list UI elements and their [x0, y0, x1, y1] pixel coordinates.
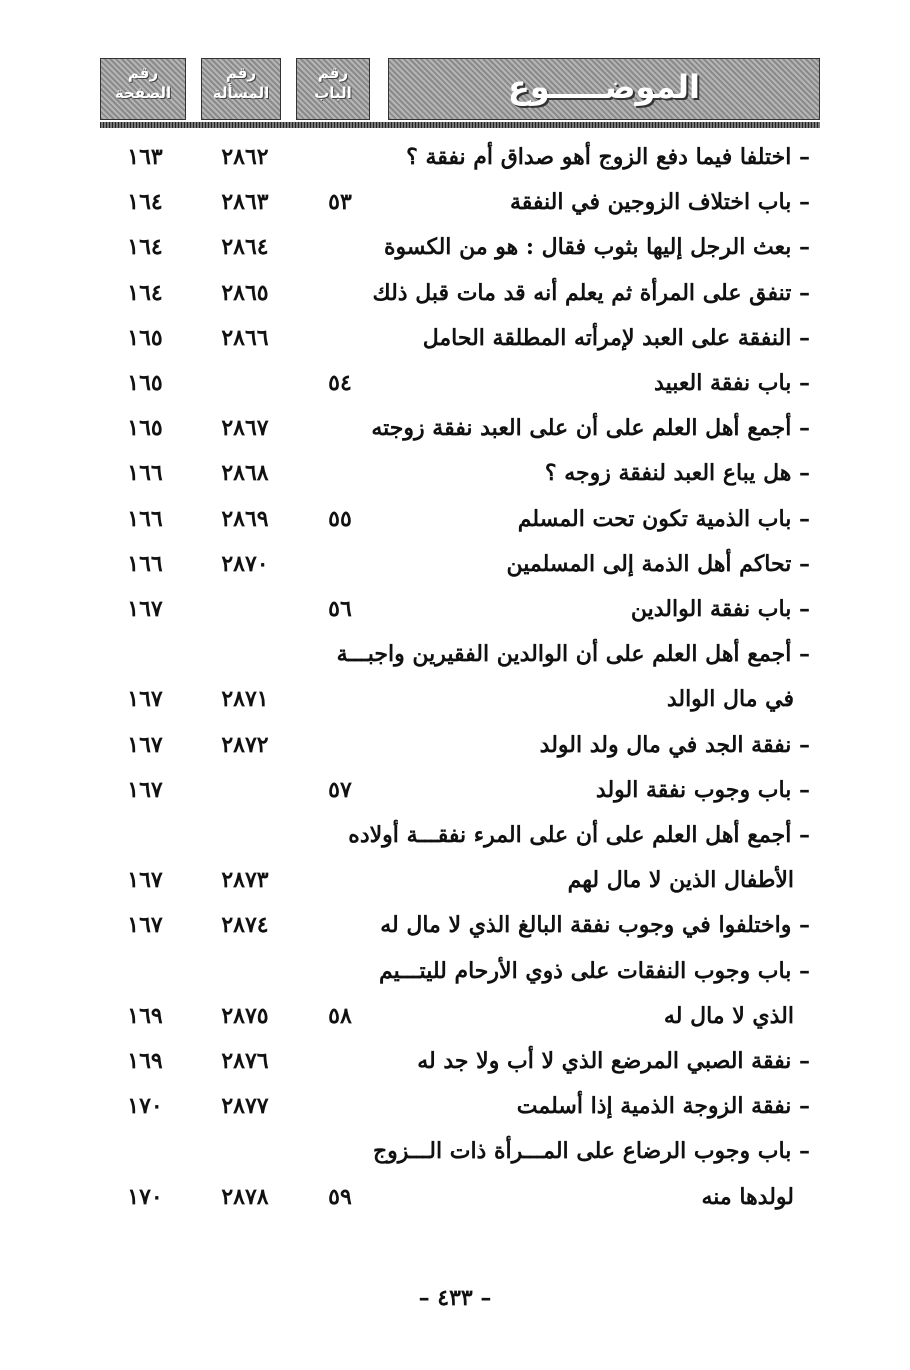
row-topic: – باب اختلاف الزوجين في النفقة	[509, 189, 810, 216]
table-row	[0, 273, 910, 313]
row-page-number: ١٦٥	[127, 324, 163, 351]
row-issue-number: ٢٨٧٥	[221, 1002, 269, 1029]
row-issue-number: ٢٨٦٥	[221, 279, 269, 306]
table-row	[0, 363, 910, 403]
row-page-number: ١٦٧	[127, 776, 163, 803]
row-topic: – باب نفقة العبيد	[654, 370, 810, 396]
table-row	[0, 499, 910, 539]
row-issue-number: ٢٨٧٣	[221, 867, 269, 894]
table-row	[0, 227, 910, 267]
row-topic: – باب وجوب النفقات على ذوي الأرحام لليتـــيم	[378, 957, 810, 984]
row-topic: – نفقة الصبي المرضع الذي لا أب ولا جد له	[417, 1048, 810, 1074]
row-issue-number: ٢٨٦٤	[221, 234, 269, 261]
row-issue-number: ٢٨٦٧	[221, 415, 269, 442]
header-chapter-number: رقم الباب	[296, 58, 370, 120]
table-row	[0, 725, 910, 765]
table-row	[0, 1131, 910, 1171]
row-page-number: ١٦٤	[127, 279, 163, 306]
row-page-number: ١٦٤	[127, 189, 163, 216]
row-topic: لولدها منه	[701, 1183, 794, 1210]
header-topic: الموضـــــوع	[388, 58, 820, 120]
row-topic: – باب الذمية تكون تحت المسلم	[517, 505, 810, 532]
row-topic: – باب نفقة الوالدين	[630, 596, 810, 622]
table-row	[0, 408, 910, 448]
header-issue-number: رقم المسألة	[201, 58, 281, 120]
row-page-number: ١٦٩	[127, 1002, 163, 1029]
row-topic: – باب وجوب نفقة الولد	[595, 776, 810, 803]
row-issue-number: ٢٨٧٧	[221, 1093, 269, 1120]
row-page-number: ١٦٦	[127, 505, 163, 532]
row-issue-number: ٢٨٦٩	[221, 505, 269, 532]
table-row	[0, 453, 910, 493]
row-page-number: ١٦٧	[127, 596, 163, 622]
row-page-number: ١٦٧	[127, 731, 163, 758]
row-chapter-number: ٥٥	[328, 505, 352, 532]
row-page-number: ١٦٩	[127, 1048, 163, 1074]
table-row	[0, 137, 910, 177]
row-topic: – باب وجوب الرضاع على المـــرأة ذات الـــزوج	[372, 1138, 810, 1165]
row-issue-number: ٢٨٧٤	[221, 912, 269, 939]
row-page-number: ١٧٠	[127, 1183, 163, 1210]
row-topic: – اختلفا فيما دفع الزوج أهو صداق أم نفقة ؟	[406, 144, 810, 170]
row-issue-number: ٢٨٧٦	[221, 1048, 269, 1074]
row-chapter-number: ٥٨	[328, 1002, 352, 1029]
page-number-footer: – ٤٣٣ –	[418, 1285, 492, 1311]
row-issue-number: ٢٨٧٢	[221, 731, 269, 758]
row-issue-number: ٢٨٦٦	[221, 324, 269, 351]
row-chapter-number: ٥٤	[328, 370, 352, 396]
row-page-number: ١٦٧	[127, 686, 163, 713]
row-issue-number: ٢٨٧٠	[221, 550, 269, 577]
table-row	[0, 1177, 910, 1217]
row-topic: – نفقة الزوجة الذمية إذا أسلمت	[516, 1093, 810, 1120]
row-page-number: ١٦٣	[127, 144, 163, 170]
table-row	[0, 634, 910, 674]
row-topic: – نفقة الجد في مال ولد الولد	[539, 731, 810, 758]
row-topic: – أجمع أهل العلم على أن على العبد نفقة زوجته	[371, 415, 810, 442]
row-topic: – بعث الرجل إليها بثوب فقال : هو من الكسوة	[383, 234, 810, 261]
row-page-number: ١٦٦	[127, 550, 163, 577]
table-row	[0, 860, 910, 900]
row-issue-number: ٢٨٧٨	[221, 1183, 269, 1210]
row-page-number: ١٦٥	[127, 415, 163, 442]
row-topic: – أجمع أهل العلم على أن على المرء نفقـــة أولاده	[348, 822, 810, 848]
row-chapter-number: ٥٦	[328, 596, 352, 622]
row-topic: الأطفال الذين لا مال لهم	[567, 867, 794, 894]
row-page-number: ١٦٧	[127, 912, 163, 939]
row-topic: – النفقة على العبد لإمرأته المطلقة الحامل	[422, 324, 810, 351]
row-issue-number: ٢٨٦٨	[221, 460, 269, 487]
row-topic: – واختلفوا في وجوب نفقة البالغ الذي لا مال له	[380, 912, 810, 939]
row-page-number: ١٦٥	[127, 370, 163, 396]
row-issue-number: ٢٨٧١	[221, 686, 269, 713]
row-topic: – هل يباع العبد لنفقة زوجه ؟	[544, 460, 810, 487]
table-row	[0, 770, 910, 810]
row-topic: الذي لا مال له	[663, 1002, 794, 1029]
row-topic: – تحاكم أهل الذمة إلى المسلمين	[506, 550, 810, 577]
row-issue-number: ٢٨٦٢	[221, 144, 269, 170]
row-chapter-number: ٥٩	[328, 1183, 352, 1210]
row-page-number: ١٧٠	[127, 1093, 163, 1120]
table-row	[0, 182, 910, 222]
table-row	[0, 905, 910, 945]
table-row	[0, 589, 910, 629]
table-row	[0, 815, 910, 855]
table-row	[0, 544, 910, 584]
row-topic: في مال الوالد	[666, 686, 794, 713]
row-topic: – أجمع أهل العلم على أن الوالدين الفقيرين واجبـــة	[336, 641, 810, 668]
table-row	[0, 951, 910, 991]
row-page-number: ١٦٧	[127, 867, 163, 894]
table-row	[0, 679, 910, 719]
table-row	[0, 1086, 910, 1126]
row-page-number: ١٦٦	[127, 460, 163, 487]
row-topic: – تنفق على المرأة ثم يعلم أنه قد مات قبل ذلك	[372, 279, 810, 306]
row-chapter-number: ٥٧	[328, 776, 352, 803]
table-row	[0, 318, 910, 358]
table-row	[0, 996, 910, 1036]
row-page-number: ١٦٤	[127, 234, 163, 261]
row-issue-number: ٢٨٦٣	[221, 189, 269, 216]
row-chapter-number: ٥٣	[328, 189, 352, 216]
header-page-number: رقم الصفحة	[100, 58, 186, 120]
table-row	[0, 1041, 910, 1081]
